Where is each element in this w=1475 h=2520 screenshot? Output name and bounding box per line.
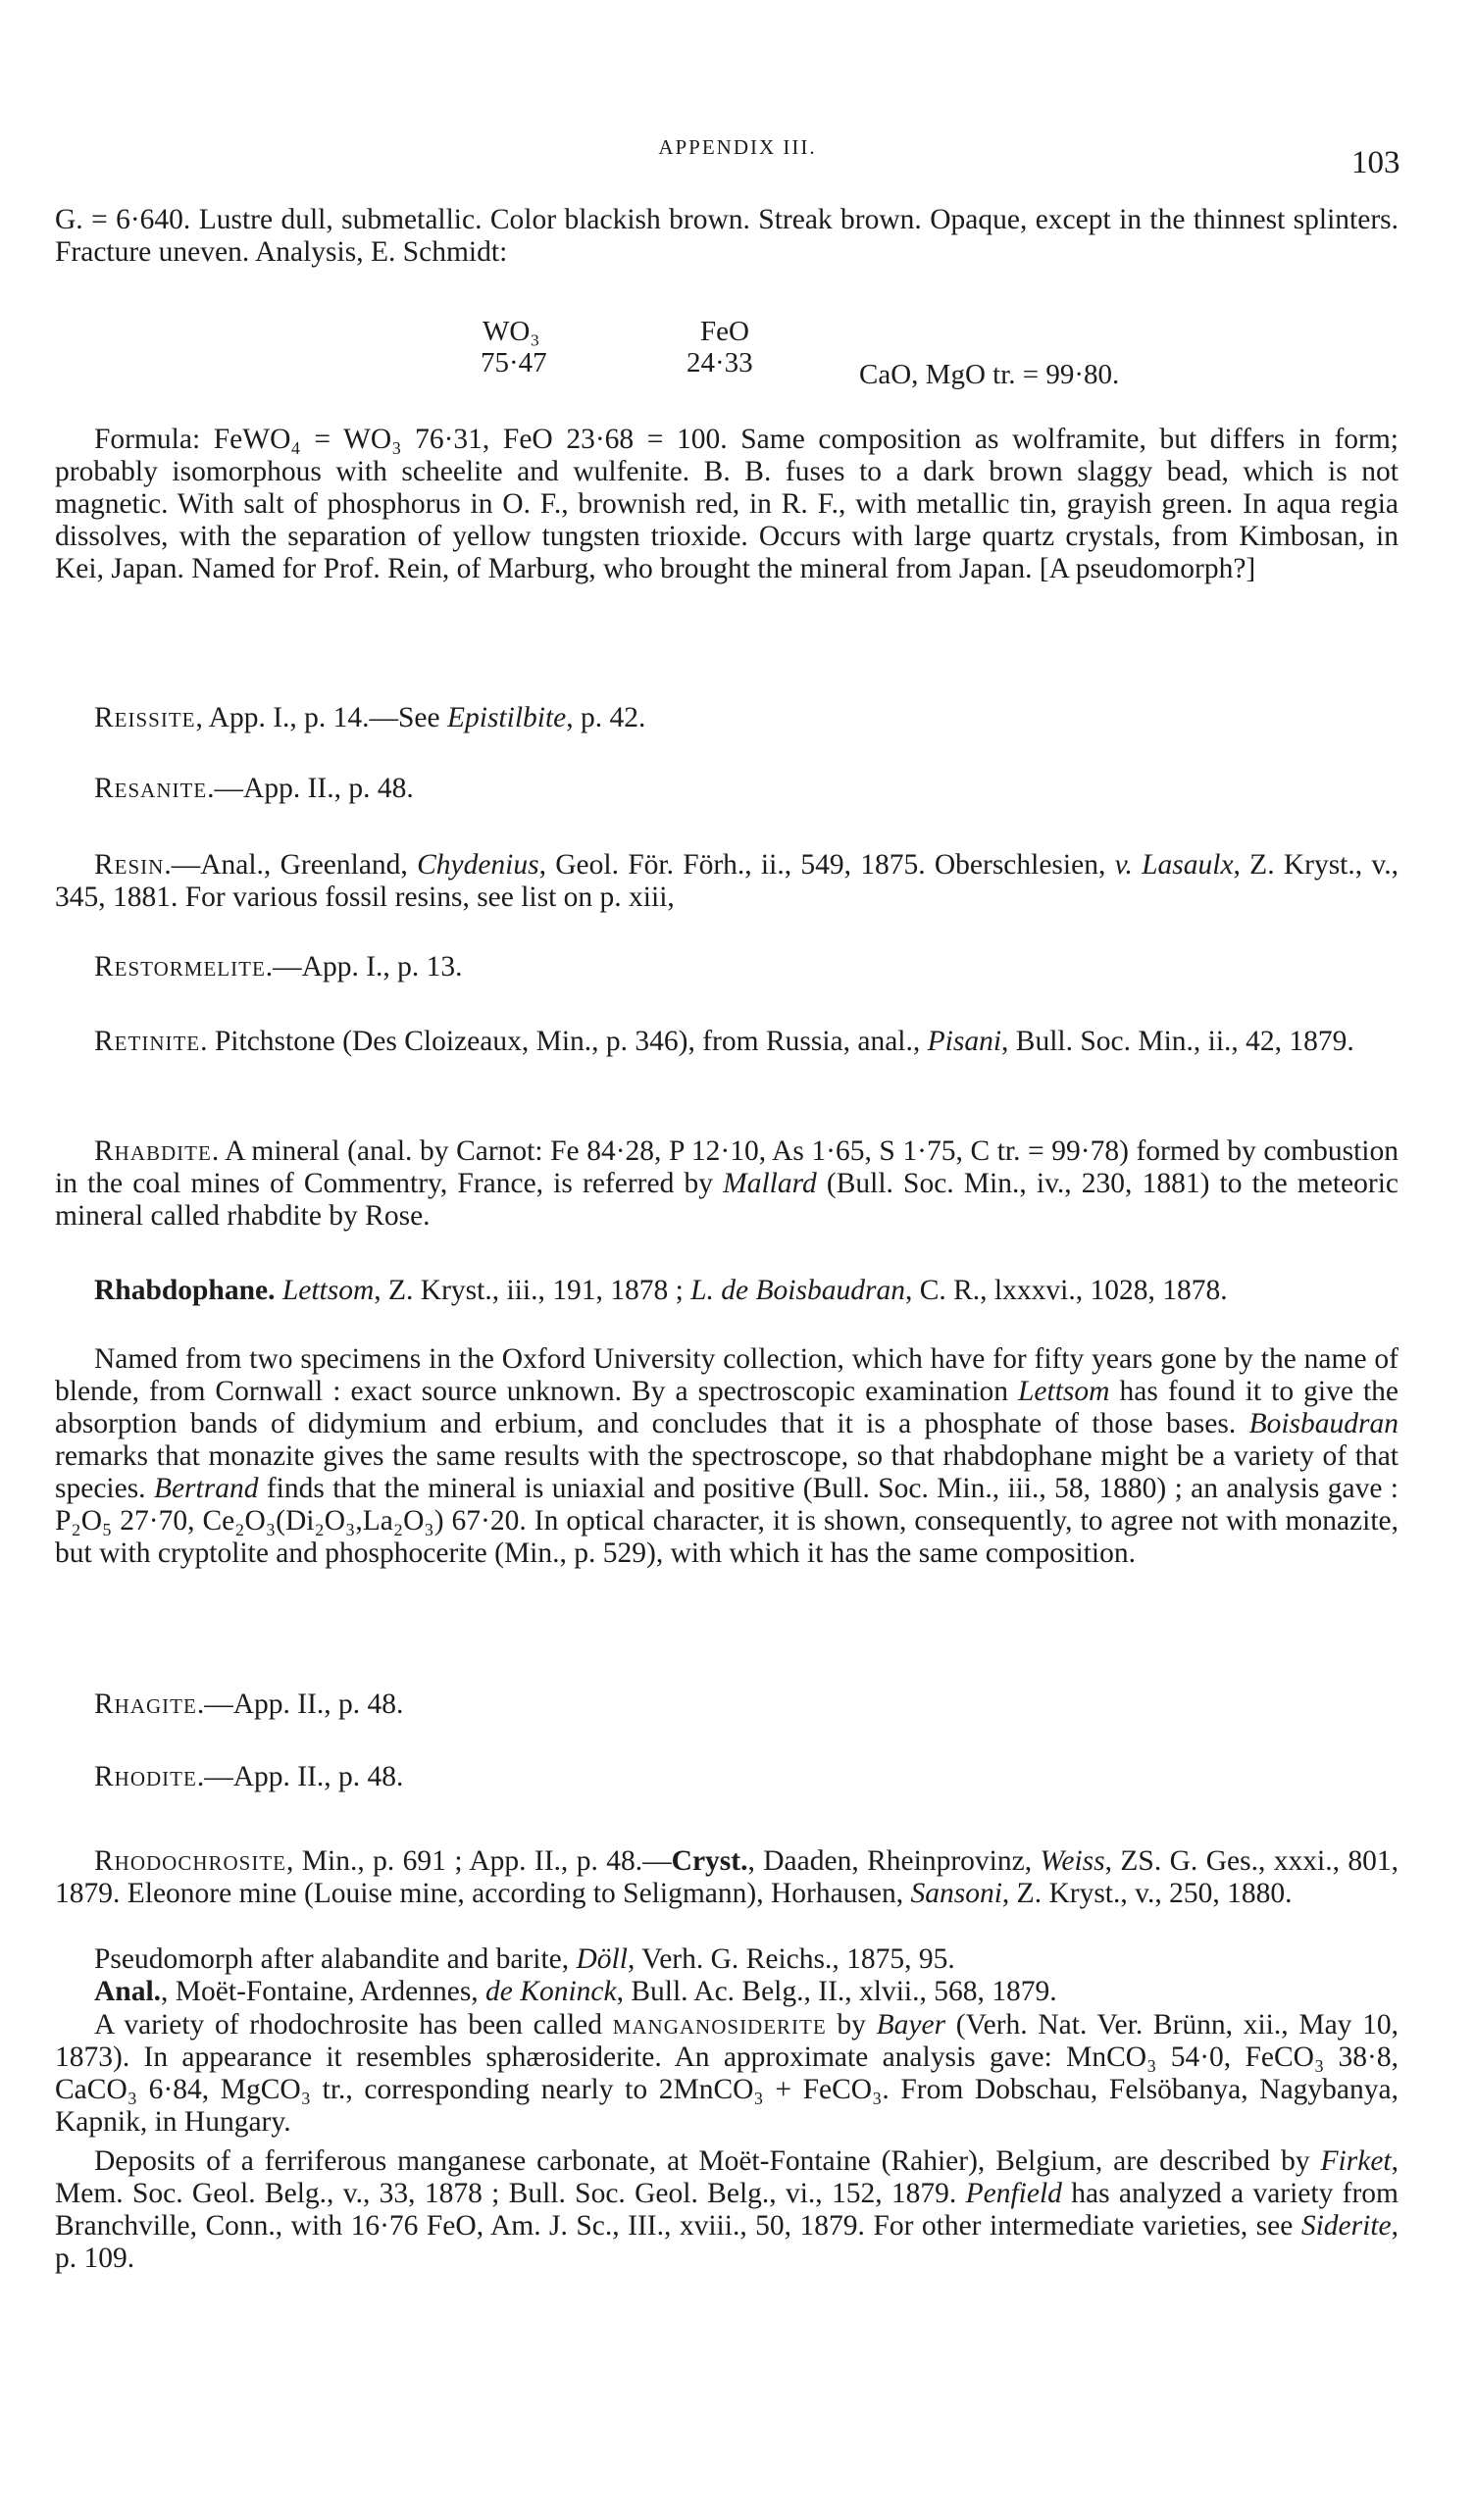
entry-rhodochrosite-manganosiderite: A variety of rhodochrosite has been called manganosiderite by Bayer (Verh. Nat. Ver. Brünn, xii., May 10, 1873). In appearance it resembles sphærosiderite. An approximate analysis gave: MnCO₃ 54·0, FeCO₃ 38·8, CaCO₃ 6·84, MgCO₃ tr., corresponding nearly to 2MnCO₃ + FeCO₃. From Dobschau, Felsöbanya, Nagybanya, Kapnik, in Hungary. [55,2009,1399,2138]
entry-name: Resanite [94,773,208,804]
analysis-rest: CaO, MgO tr. = 99·80. [859,359,1120,390]
entry-rhodochrosite-pseudomorph: Pseudomorph after alabandite and barite, Döll, Verh. G. Reichs., 1875, 95. [94,1943,955,1975]
entry-name: Restormelite [94,951,266,983]
entry-resanite: Resanite.—App. II., p. 48. [94,773,414,804]
entry-reissite: Reissite, App. I., p. 14.—See Epistilbite, p. 42. [94,702,646,733]
feo-value: 24·33 [687,347,753,378]
entry-rhabdophane-heading: Rhabdophane. Lettsom, Z. Kryst., iii., 191, 1878 ; L. de Boisbaudran, C. R., lxxxvi., 1028, 1878. [94,1275,1228,1306]
entry-name: Rhabdite [94,1135,212,1167]
entry-name: Rhodite [94,1761,197,1792]
wo3-value: 75·47 [481,347,547,378]
entry-name: Rhabdophane. [94,1275,276,1306]
entry-rhodochrosite-references: Rhodochrosite, Min., p. 691 ; App. II., p. 48.—Cryst., Daaden, Rheinprovinz, Weiss, ZS. G. Ges., xxxi., 801, 1879. Eleonore mine (Louise mine, according to Seligmann), Horhausen, Sansoni, Z. Kryst., v., 250, 1880. [55,1845,1399,1909]
entry-rhodite: Rhodite.—App. II., p. 48. [94,1761,404,1792]
wolframite-formula-paragraph: Formula: FeWO₄ = WO₃ 76·31, FeO 23·68 = 100. Same composition as wolframite, but differs in form; probably isomorphous with scheelite and wulfenite. B. B. fuses to a dark brown slaggy bead, which is not magnetic. With salt of phosphorus in O. F., brownish red, in R. F., with metallic tin, grayish green. In aqua regia dissolves, with the separation of yellow tungsten trioxide. Occurs with large quartz crystals, from Kimbosan, in Kei, Japan. Named for Prof. Rein, of Marburg, who brought the mineral from Japan. [A pseudomorph?] [55,424,1399,584]
wo3-label: WO₃ [483,316,540,347]
entry-rhodochrosite-analysis: Anal., Moët-Fontaine, Ardennes, de Koninck, Bull. Ac. Belg., II., xlvii., 568, 1879. [94,1976,1057,2007]
entry-resin: Resin.—Anal., Greenland, Chydenius, Geol. För. Förh., ii., 549, 1875. Oberschlesien, v. Lasaulx, Z. Kryst., v., 345, 1881. For various fossil resins, see list on p. xiii, [55,849,1399,913]
entry-name: Resin [94,849,165,881]
page-number: 103 [1351,145,1400,180]
entry-name: Retinite [94,1026,201,1057]
entry-restormelite: Restormelite.—App. I., p. 13. [94,951,463,983]
entry-rhagite: Rhagite.—App. II., p. 48. [94,1688,404,1720]
wolframite-properties: G. = 6·640. Lustre dull, submetallic. Color blackish brown. Streak brown. Opaque, except in the thinnest splinters. Fracture uneven. Analysis, E. Schmidt: [55,204,1399,268]
entry-retinite: Retinite. Pitchstone (Des Cloizeaux, Min., p. 346), from Russia, anal., Pisani, Bull. Soc. Min., ii., 42, 1879. [94,1026,1354,1057]
entry-rhabdophane-body: Named from two specimens in the Oxford University collection, which have for fifty years gone by the name of blende, from Cornwall : exact source unknown. By a spectroscopic examination Lettsom has found it to give the absorption bands of didymium and erbium, and concludes that it is a phosphate of those bases. Boisbaudran remarks that monazite gives the same results with the spectroscope, so that rhabdophane might be a variety of that species. Bertrand finds that the mineral is uniaxial and positive (Bull. Soc. Min., iii., 58, 1880) ; an analysis gave : P₂O₅ 27·70, Ce₂O₃(Di₂O₃,La₂O₃) 67·20. In optical character, it is shown, consequently, to agree not with monazite, but with cryptolite and phosphocerite (Min., p. 529), with which it has the same composition. [55,1343,1399,1569]
feo-label: FeO [700,316,749,347]
entry-name: Rhodochrosite [94,1845,287,1877]
entry-rhodochrosite-deposits: Deposits of a ferriferous manganese carbonate, at Moët-Fontaine (Rahier), Belgium, are described by Firket, Mem. Soc. Geol. Belg., v., 33, 1878 ; Bull. Soc. Geol. Belg., vi., 152, 1879. Penfield has analyzed a variety from Branchville, Conn., with 16·76 FeO, Am. J. Sc., III., xviii., 50, 1879. For other intermediate varieties, see Siderite, p. 109. [55,2145,1399,2274]
cross-reference: Epistilbite [446,702,567,733]
entry-name: Reissite [94,702,196,733]
running-head: APPENDIX III. [658,135,817,159]
entry-rhabdite: Rhabdite. A mineral (anal. by Carnot: Fe 84·28, P 12·10, As 1·65, S 1·75, C tr. = 99·78) formed by combustion in the coal mines of Commentry, France, is referred by Mallard (Bull. Soc. Min., iv., 230, 1881) to the meteoric mineral called rhabdite by Rose. [55,1135,1399,1232]
entry-name: Rhagite [94,1688,197,1720]
